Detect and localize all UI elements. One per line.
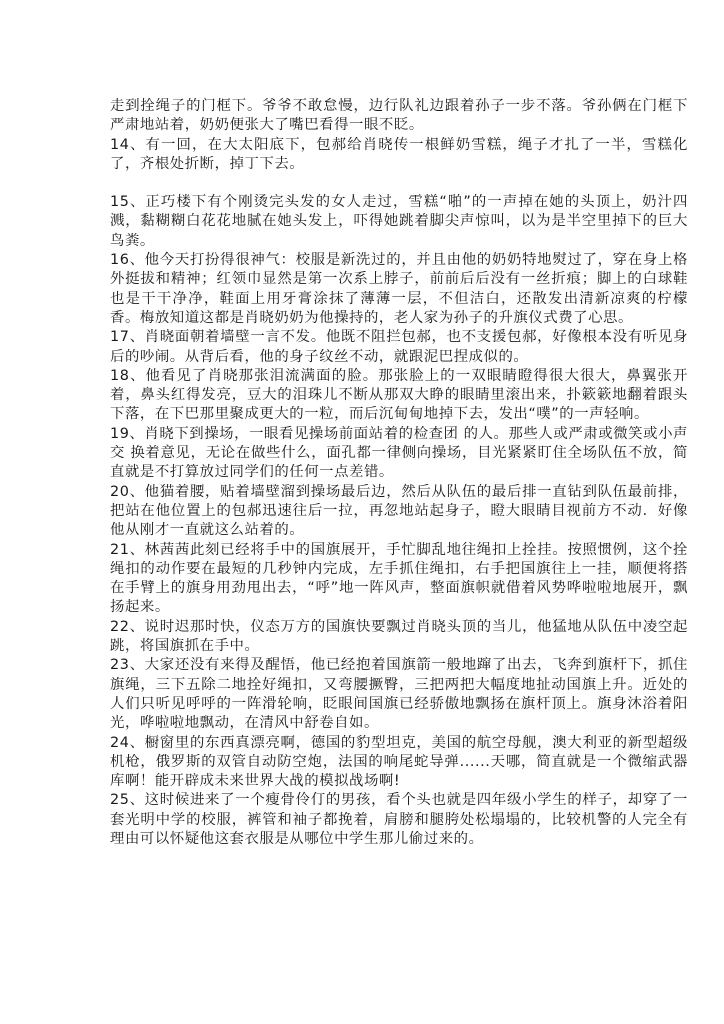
paragraph-15: 15、正巧楼下有个刚烫完头发的女人走过，雪糕“啪”的一声掉在她的头顶上，奶汁四溅，黏糊糊白花花地腻在她头发上，吓得她跳着脚尖声惊叫，以为是半空里掉下的巨大鸟粪。: [110, 194, 688, 249]
paragraph-17: 17、肖晓面朝着墙壁一言不发。他既不阻拦包郝，也不支援包郝，好像根本没有听见身后的吵闹。从背后看，他的身子纹丝不动，就跟泥巴捏成似的。: [110, 329, 688, 365]
paragraph-25: 25、这时候进来了一个瘦骨伶仃的男孩，看个头也就是四年级小学生的样子，却穿了一套光明中学的校服，裤管和袖子都挽着，肩膀和腿胯处松塌塌的，比较机警的人完全有理由可以怀疑他这套衣服是从哪位中学生那儿偷过来的。: [110, 792, 688, 847]
paragraph-19: 19、肖晓下到操场，一眼看见操场前面站着的检查团 的人。那些人或严肃或微笑或小声交 换着意见，无论在做些什么，面孔都一律侧向操场，目光紧紧盯住全场队伍不放，简直就是不打算放过同学们的任何一点差错。: [110, 425, 688, 481]
paragraph-23: 23、大家还没有来得及醒悟，他已经抱着国旗箭一般地蹿了出去，飞奔到旗杆下，抓住旗绳，三下五除二地拴好绳扣，又弯腰撅臀，三把两把大幅度地扯动国旗上升。近处的人们只听见呼呼的一阵滑轮响，眨眼间国旗已经骄傲地飘扬在旗杆顶上。旗身沐浴着阳光，哗啦啦地飘动，在清风中舒卷自如。: [110, 657, 688, 732]
paragraph-gap: [110, 174, 688, 193]
paragraph-21: 21、林茜茜此刻已经将手中的国旗展开，手忙脚乱地往绳扣上拴挂。按照惯例，这个拴绳扣的动作要在最短的几秒钟内完成，左手抓住绳扣，右手把国旗往上一挂，顺便将搭在手臂上的旗身用劲甩出去，“呼”地一阵风声，整面旗帜就借着风势哗啦啦地展开，飘扬起来。: [110, 541, 688, 616]
paragraph-13-continued: 走到拴绳子的门框下。爷爷不敢怠慢，边行队礼边跟着孙子一步不落。爷孙俩在门框下严肃地站着，奶奶便张大了嘴巴看得一眼不眨。: [110, 98, 688, 134]
paragraph-18: 18、他看见了肖晓那张泪流满面的脸。那张脸上的一双眼睛瞪得很大很大，鼻翼张开着，鼻头红得发亮，豆大的泪珠儿不断从那双大睁的眼睛里滚出来，扑簌簌地翻着跟头下落，在下巴那里聚成更大的一粒，而后沉甸甸地掉下去，发出“噗”的一声轻响。: [110, 367, 688, 423]
paragraph-16: 16、他今天打扮得很神气：校服是新洗过的，并且由他的奶奶特地熨过了，穿在身上格外挺拔和精神；红领巾显然是第一次系上脖子，前前后后没有一丝折痕；脚上的白球鞋也是干干净净，鞋面上用牙膏涂抹了薄薄一层，不但洁白，还散发出清新凉爽的柠檬香。梅放知道这都是肖晓奶奶为他操持的，老人家为孙子的升旗仪式费了心思。: [110, 252, 688, 326]
document-body: [110, 97, 688, 849]
paragraph-22: 22、说时迟那时快，仪态万方的国旗快要飘过肖晓头顶的当儿，他猛地从队伍中凌空起跳，将国旗抓在手中。: [110, 618, 688, 655]
paragraph-24: 24、橱窗里的东西真漂亮啊，德国的豹型坦克，美国的航空母舰，澳大利亚的新型超级机枪，俄罗斯的双管自动防空炮，法国的响尾蛇导弹......天哪，简直就是一个微缩武器库啊！能开辟成未来世界大战的模拟战场啊!: [110, 734, 688, 790]
paragraph-14: 14、有一回，在大太阳底下，包郝给肖晓传一根鲜奶雪糕，绳子才扎了一半，雪糕化了，齐根处折断，掉丁下去。: [110, 136, 688, 172]
paragraph-20: 20、他猫着腰，贴着墙壁溜到操场最后边，然后从队伍的最后排一直钻到队伍最前排，把站在他位置上的包郝迅速往后一拉，再忽地站起身子，瞪大眼睛目视前方不动．好像他从刚才一直就这么站着的。: [110, 483, 688, 539]
